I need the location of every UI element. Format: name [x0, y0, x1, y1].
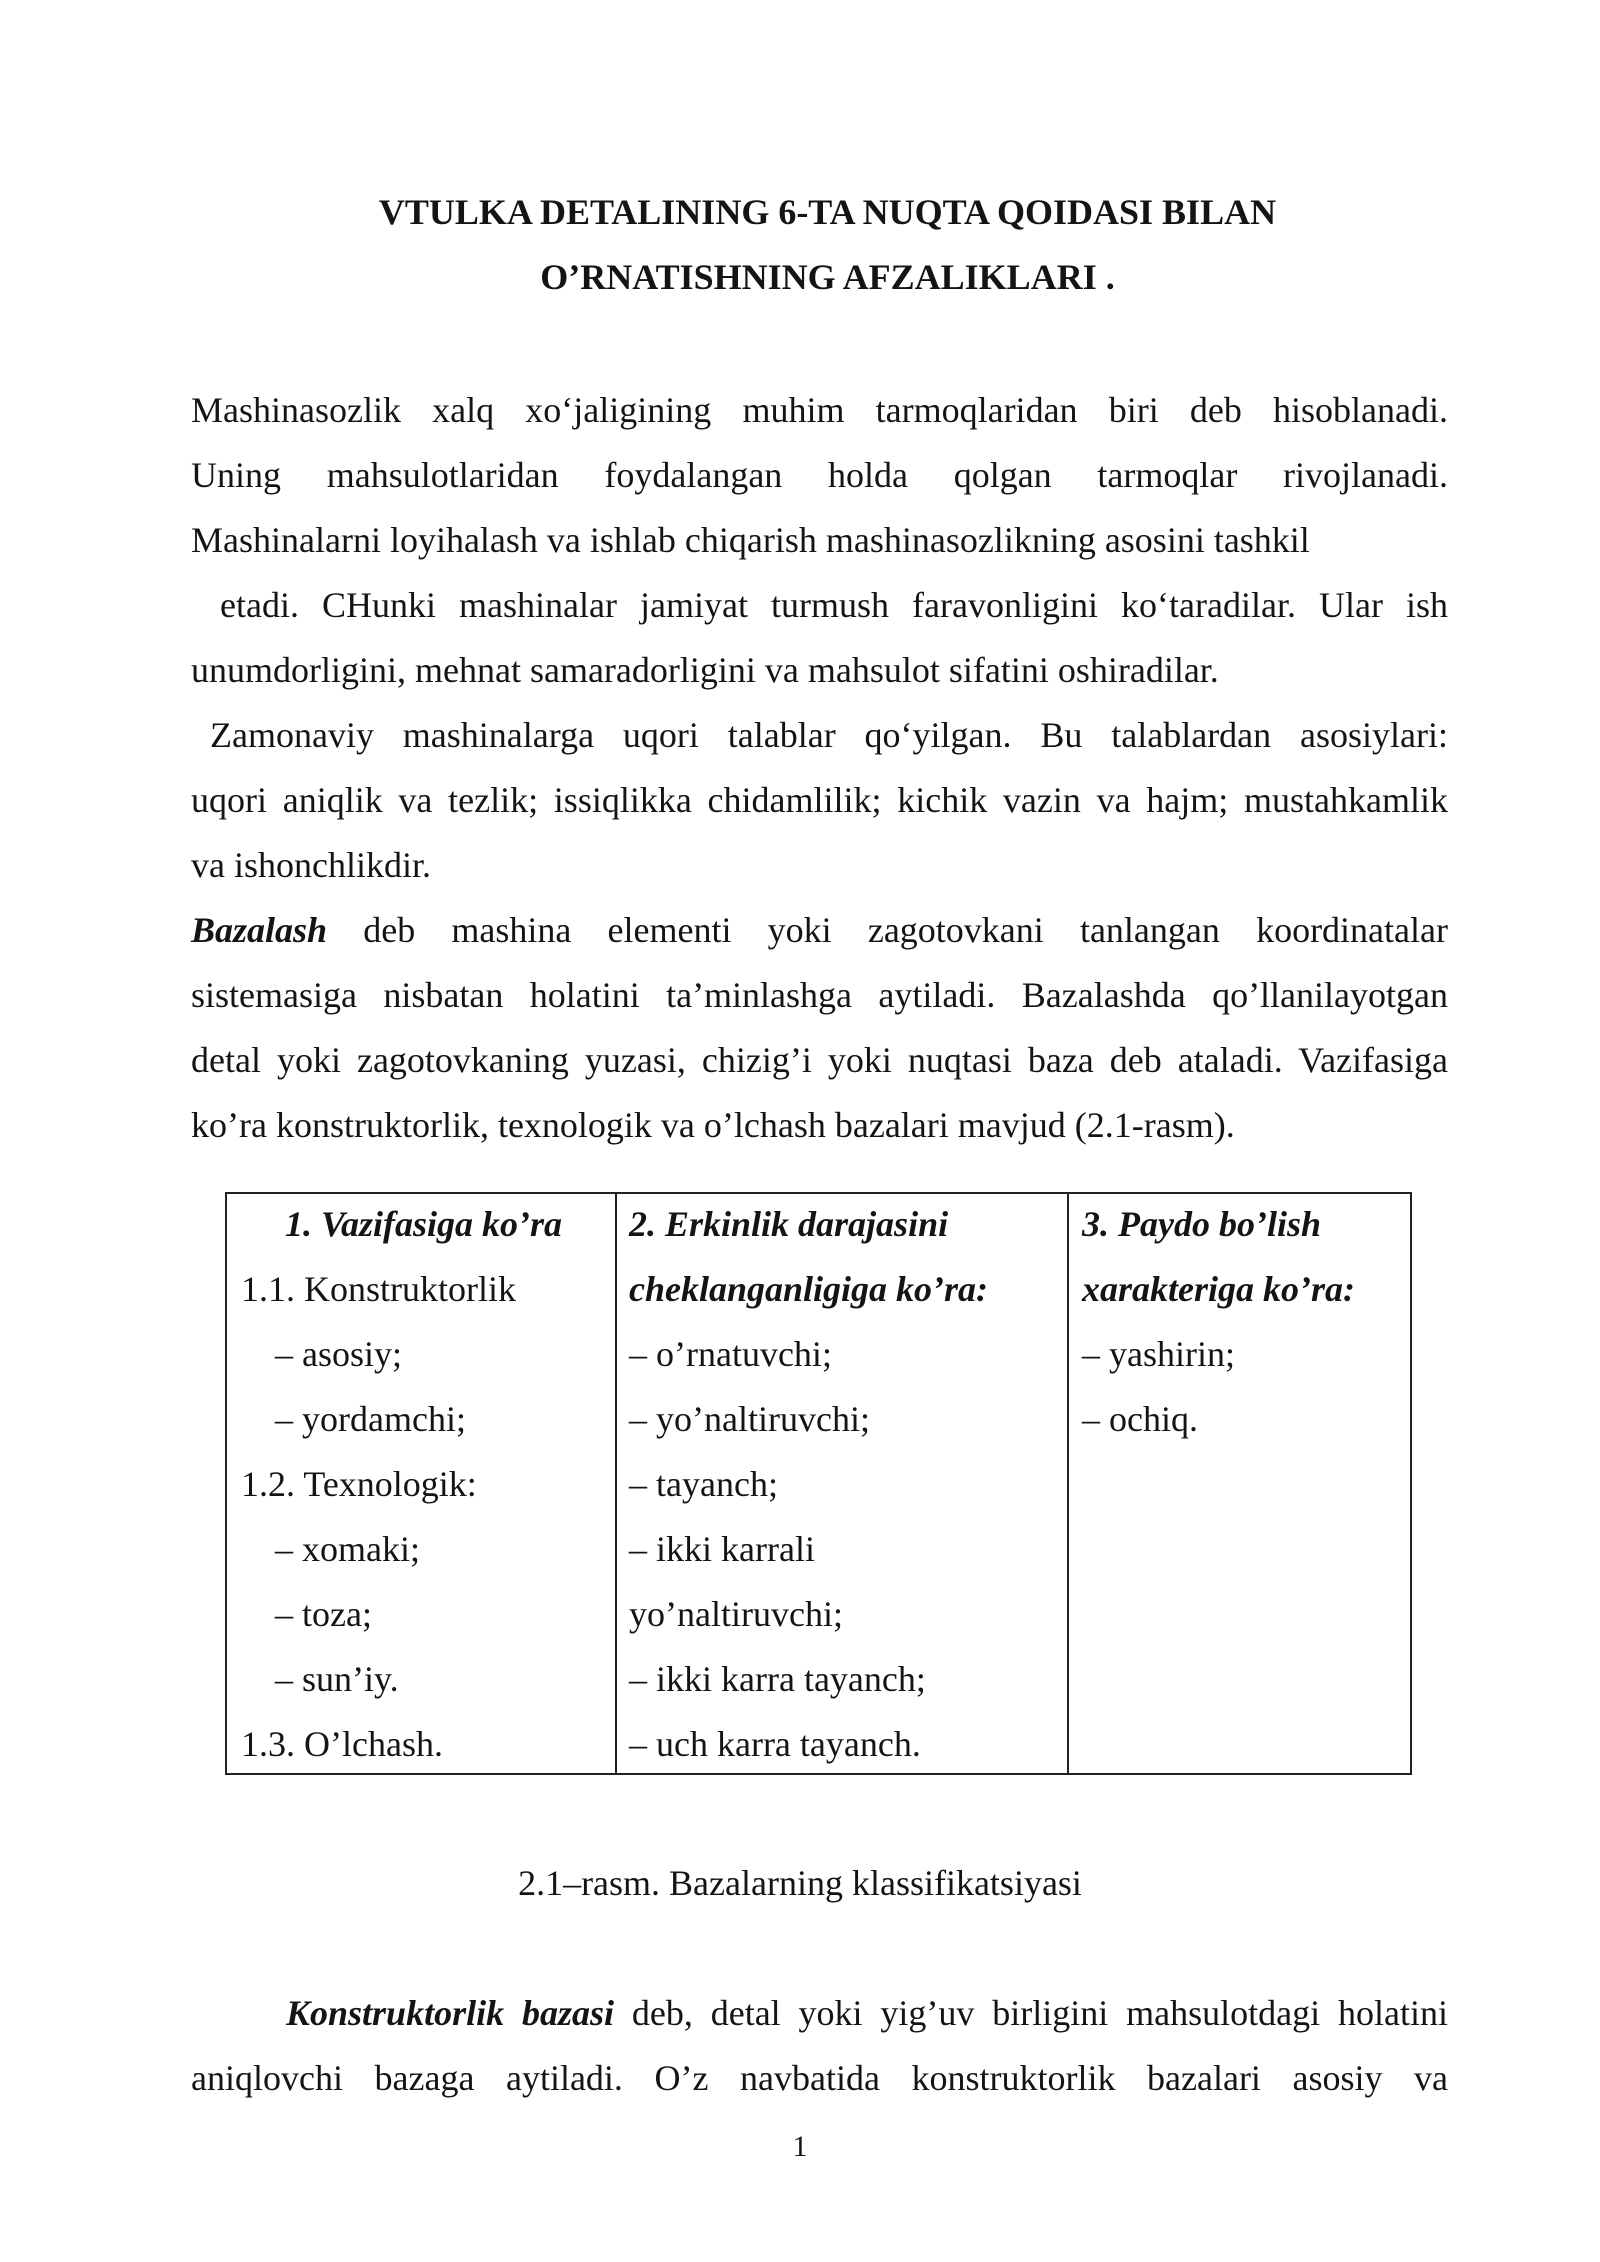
table-item: – yo’naltiruvchi;	[629, 1399, 870, 1439]
text-line: Mashinasozlik xalq xo‘jaligining muhim tarmoqlaridan biri deb hisoblanadi.	[191, 390, 1448, 430]
table-item: – o’rnatuvchi;	[629, 1334, 832, 1374]
column-header: 3. Paydo bo’lish	[1082, 1204, 1321, 1244]
table-item: – tayanch;	[629, 1464, 778, 1504]
column-divider	[615, 1194, 617, 1773]
table-item: 1.2. Texnologik:	[241, 1464, 477, 1504]
text-line: va ishonchlikdir.	[191, 845, 431, 885]
table-item: – uch karra tayanch.	[629, 1724, 921, 1764]
table-column-origin	[1082, 1192, 1355, 1452]
table-item: yo’naltiruvchi;	[629, 1594, 843, 1634]
table-item: 1.1. Konstruktorlik	[241, 1269, 516, 1309]
table-item: – ochiq.	[1082, 1399, 1198, 1439]
text-line: Zamonaviy mashinalarga uqori talablar qo‘yilgan. Bu talablardan asosiylari:	[210, 715, 1448, 755]
text-span: deb, detal yoki yig’uv birligini mahsulotdagi holatini	[614, 1993, 1449, 2033]
figure-caption: 2.1–rasm. Bazalarning klassifikatsiyasi	[518, 1863, 1082, 1903]
text-line: detal yoki zagotovkaning yuzasi, chizig’i yoki nuqtasi baza deb ataladi. Vazifasiga	[191, 1040, 1448, 1080]
text-span: deb mashina elementi yoki zagotovkani tanlangan koordinatalar	[327, 910, 1448, 950]
text-line: unumdorligini, mehnat samaradorligini va mahsulot sifatini oshiradilar.	[191, 650, 1219, 690]
table-item: – yordamchi;	[275, 1399, 466, 1439]
text-line: Uning mahsulotlaridan foydalangan holda qolgan tarmoqlar rivojlanadi.	[191, 455, 1448, 495]
text-line: sistemasiga nisbatan holatini ta’minlashga aytiladi. Bazalashda qo’llanilayotgan	[191, 975, 1448, 1015]
text-line: aniqlovchi bazaga aytiladi. O’z navbatida konstruktorlik bazalari asosiy va	[191, 2058, 1448, 2098]
column-header: xarakteriga ko’ra:	[1082, 1269, 1355, 1309]
text-line: ko’ra konstruktorlik, texnologik va o’lchash bazalari mavjud (2.1-rasm).	[191, 1105, 1235, 1145]
term-konstruktorlik-bazasi: Konstruktorlik bazasi	[286, 1993, 614, 2033]
text-line: uqori aniqlik va tezlik; issiqlikka chidamlilik; kichik vazin va hajm; mustahkamlik	[191, 780, 1448, 820]
classification-table	[225, 1192, 1412, 1775]
table-item: – ikki karra tayanch;	[629, 1659, 926, 1699]
document-title-line-1: VTULKA DETALINING 6-TA NUQTA QOIDASI BILAN	[378, 192, 1277, 232]
table-column-purpose	[241, 1192, 562, 1777]
table-item: – ikki karrali	[629, 1529, 815, 1569]
table-column-freedom	[629, 1192, 988, 1777]
table-item: 1.3. O’lchash.	[241, 1724, 443, 1764]
table-item: – asosiy;	[275, 1334, 403, 1374]
table-item: – yashirin;	[1082, 1334, 1235, 1374]
column-divider	[1067, 1194, 1069, 1773]
term-bazalash: Bazalash	[191, 910, 328, 950]
column-header: 1. Vazifasiga ko’ra	[285, 1204, 563, 1244]
table-item: – toza;	[275, 1594, 372, 1634]
table-item: – sun’iy.	[275, 1659, 399, 1699]
text-line: etadi. CHunki mashinalar jamiyat turmush faravonligini ko‘taradilar. Ular ish	[220, 585, 1448, 625]
document-title-line-2: O’RNATISHNING AFZALIKLARI .	[540, 257, 1115, 297]
text-line	[286, 1993, 1448, 2033]
text-line: Mashinalarni loyihalash va ishlab chiqarish mashinasozlikning asosini tashkil	[191, 520, 1310, 560]
page-number: 1	[792, 2130, 808, 2163]
table-item: – xomaki;	[275, 1529, 420, 1569]
column-header: 2. Erkinlik darajasini	[629, 1204, 949, 1244]
text-line	[191, 910, 1448, 950]
column-header: cheklanganligiga ko’ra:	[629, 1269, 989, 1309]
